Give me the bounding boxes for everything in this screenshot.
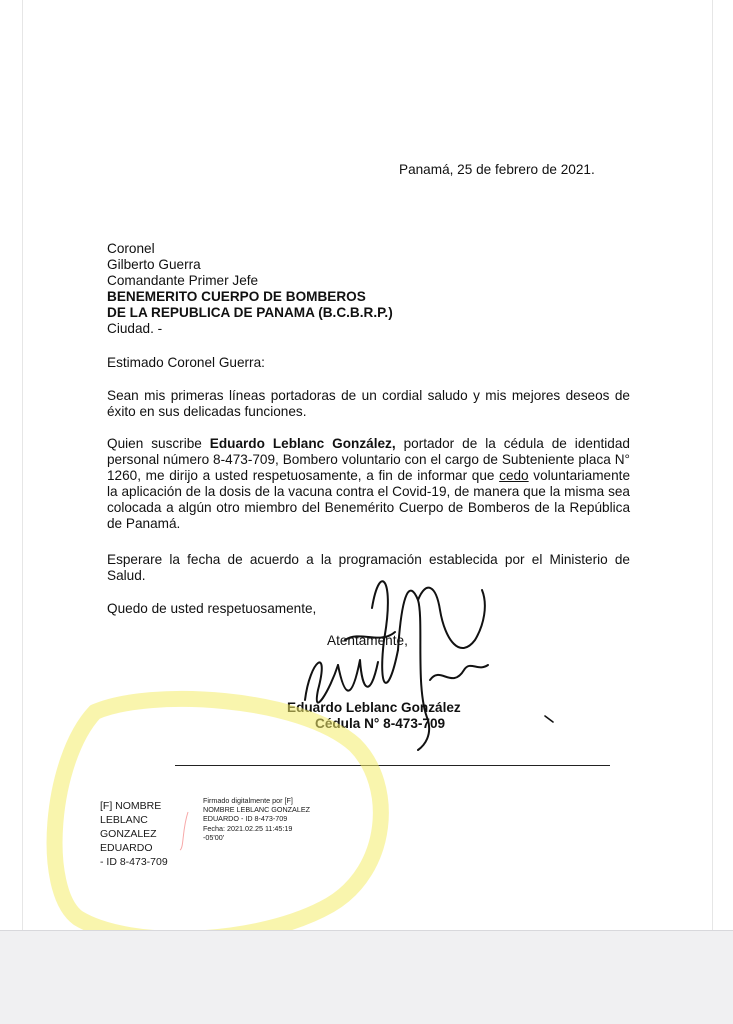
page-right-edge <box>712 0 713 930</box>
digital-name-line3: - ID 8-473-709 <box>100 856 168 868</box>
page-left-edge <box>22 0 23 930</box>
recipient-position: Comandante Primer Jefe <box>107 273 259 288</box>
digital-detail-line5: -05'00' <box>203 832 225 842</box>
body-signer-name: Eduardo Leblanc González, <box>209 436 396 451</box>
recipient-rank: Coronel <box>107 241 155 256</box>
signer-id: Cédula N° 8-473-709 <box>315 716 446 731</box>
paragraph-greeting: Sean mis primeras líneas portadoras de un cordial saludo y mis mejores deseos de éxito en sus delicadas funciones. <box>107 388 630 419</box>
digital-detail-line4: Fecha: 2021.02.25 11:45:19 <box>203 823 293 833</box>
atentamente: Atentamente, <box>327 633 408 648</box>
recipient-org-line2: DE LA REPUBLICA DE PANAMA (B.C.B.R.P.) <box>107 305 393 320</box>
digital-detail-line3: EDUARDO - ID 8-473-709 <box>203 814 288 824</box>
digital-detail-line2: NOMBRE LEBLANC GONZALEZ <box>203 805 311 815</box>
digital-signature-name-block <box>100 799 210 869</box>
body-part-a: portador de la cédula de identidad personal número 8-473-709, Bombero voluntario con el cargo de Subteniente placa N° 1260, me dirijo a usted respetuosamente, a fin de informar que <box>107 436 630 483</box>
recipient-name: Gilberto Guerra <box>107 257 201 272</box>
body-intro: Quien suscribe <box>107 436 210 451</box>
recipient-city: Ciudad. - <box>107 321 163 336</box>
digital-name-line2: GONZALEZ EDUARDO <box>100 828 157 854</box>
salutation: Estimado Coronel Guerra: <box>107 355 265 370</box>
closing: Quedo de usted respetuosamente, <box>107 601 317 616</box>
signature-tick-mark <box>545 716 553 722</box>
paragraph-schedule: Esperare la fecha de acuerdo a la programación establecida por el Ministerio de Salud. <box>107 552 630 583</box>
body-part-b: voluntariamente la aplicación de la dosis de la vacuna contra el Covid-19, de manera que la misma sea colocada a algún otro miembro del Benemérito Cuerpo de Bomberos de la República de Panamá. <box>107 468 631 531</box>
recipient-org-line1: BENEMERITO CUERPO DE BOMBEROS <box>107 289 366 304</box>
paragraph-body <box>107 436 630 532</box>
digital-detail-line1: Firmado digitalmente por [F] <box>203 796 293 805</box>
place-date: Panamá, 25 de febrero de 2021. <box>399 162 595 177</box>
signer-name: Eduardo Leblanc González <box>287 700 461 715</box>
digital-signature-detail-block <box>203 796 321 842</box>
signature-rule <box>175 765 610 766</box>
body-underlined-word: cedo <box>499 468 529 483</box>
digital-name-line1: [F] NOMBRE LEBLANC <box>100 800 162 826</box>
